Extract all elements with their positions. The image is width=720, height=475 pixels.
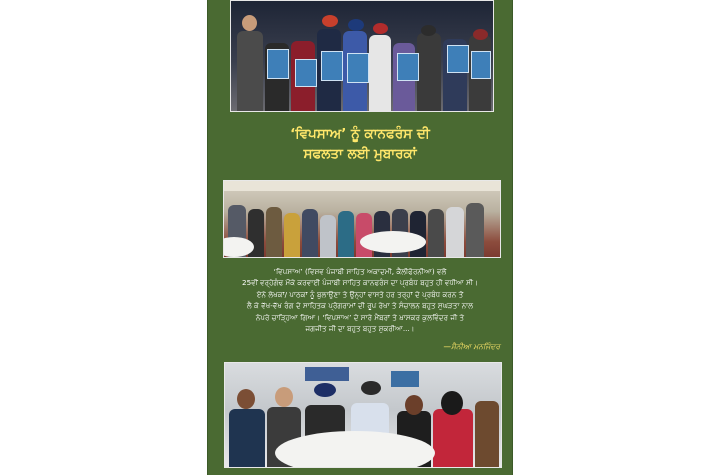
book-cover (267, 49, 289, 79)
round-table (360, 231, 426, 253)
magazine-page (208, 0, 512, 475)
book-cover (447, 45, 469, 73)
body-line: 25ਵੀਂ ਵਰ੍ਹੇਗੰਢ ਮੌਕੇ ਕਰਵਾਈ ਪੰਜਾਬੀ ਸਾਹਿਤ ਕਾਨਫਰੰਸ ਦਾ ਪ੍ਰਬੰਧ ਬਹੁਤ ਹੀ ਵਧੀਆ ਸੀ। (242, 278, 478, 288)
book-cover (471, 51, 491, 79)
person-head (242, 15, 257, 31)
person-figure (475, 401, 499, 467)
turban (314, 383, 336, 397)
article-title-line: ‘ਵਿਪਸਾਅ’ ਨੂੰ ਕਾਨਫਰੰਸ ਦੀ (290, 126, 430, 142)
person-hair (441, 391, 463, 415)
person-head (237, 389, 255, 409)
author-signature: —ਸੈਨੀਆ ਮਨਜਿੰਦਰ (443, 342, 500, 351)
person-figure (466, 203, 484, 257)
turban (322, 15, 338, 27)
person-figure (446, 207, 464, 257)
article-title-line: ਸਫਲਤਾ ਲਈ ਮੁਬਾਰਕਾਂ (303, 146, 417, 162)
book-cover (295, 59, 317, 87)
person-figure (417, 33, 441, 111)
person-head (405, 395, 423, 415)
round-table (275, 431, 435, 468)
person-figure (369, 35, 391, 111)
seated-group-photo (224, 362, 502, 468)
poster (391, 371, 419, 387)
turban (361, 381, 381, 395)
turban (373, 23, 388, 34)
turban (421, 25, 436, 36)
body-line: ਜਗਜੀਤ ਜੀ ਦਾ ਬਹੁਤ ਬਹੁਤ ਸ਼ੁਕਰੀਆ...। (305, 324, 415, 334)
body-line: ਲੈ ਕੇ ਵੱਖ-ਵੱਖ ਰੰਗ ਦੇ ਸਾਹਿਤਕ ਪ੍ਰੋਗਰਾਮਾਂ ਦੀ ਰੂਪ ਰੇਖਾ ਤੇ ਸੰਚਾਲਨ ਬਹੁਤ ਸੁਘੜਤਾ ਨਾਲ (246, 301, 474, 311)
book-cover (321, 51, 343, 81)
person-figure (428, 209, 444, 257)
person-figure (302, 209, 318, 257)
book-release-photo (230, 0, 494, 112)
book-cover (397, 53, 419, 81)
article-title (208, 124, 512, 164)
group-photo (223, 180, 501, 258)
body-line: ਏਨੇ ਲੇਖਕਾਂ/ ਪਾਠਕਾਂ ਨੂੰ ਬੁਲਾਉਣਾ ਤੇ ਉਨ੍ਹਾਂ ਵਾਸਤੇ ਹਰ ਤਰ੍ਹਾਂ ਦੇ ਪ੍ਰਬੰਧ ਕਰਨ ਤੋਂ (256, 289, 464, 299)
turban (473, 29, 488, 40)
person-head (275, 387, 293, 407)
person-figure (237, 31, 263, 111)
turban (348, 19, 364, 31)
person-figure (320, 215, 336, 257)
book-cover (347, 53, 369, 83)
person-figure (229, 409, 265, 467)
body-line: ‘ਵਿਪਸਾਅ’ (ਵਿਸ਼ਵ ਪੰਜਾਬੀ ਸਾਹਿਤ ਅਕਾਦਮੀ, ਕੈਲੀਫੋਰਨੀਆ) ਵਲੋਂ (273, 267, 447, 276)
ceiling (224, 181, 500, 191)
article-body (222, 266, 498, 334)
person-figure (284, 213, 300, 257)
banner (305, 367, 349, 381)
person-figure (433, 409, 473, 467)
person-figure (338, 211, 354, 257)
body-line: ਨੇਪਰੇ ਚਾੜ੍ਹਿਆ ਗਿਆ। ‘ਵਿਪਸਾਅ’ ਦੇ ਸਾਰੇ ਮੈਂਬਰਾਂ ਤੇ ਖ਼ਾਸਕਰ ਕੁਲਵਿੰਦਰ ਜੀ ਤੇ (255, 312, 465, 322)
person-figure (266, 207, 282, 257)
